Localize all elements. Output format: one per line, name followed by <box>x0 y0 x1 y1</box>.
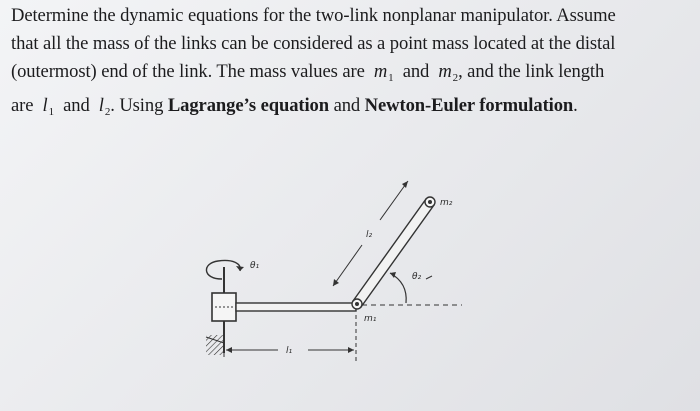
symbol-base: l <box>98 95 104 116</box>
m1-label: m₁ <box>364 314 377 324</box>
problem-line-1 <box>11 2 691 30</box>
l1-arrowhead-right <box>348 347 354 353</box>
text-run: (outermost) end of the link. The mass values are <box>11 61 365 82</box>
problem-line-3 <box>11 58 691 92</box>
mass-m2-dot <box>428 200 432 204</box>
symbol-m1 <box>374 61 394 82</box>
symbol-subscript: 2 <box>452 72 459 84</box>
mass-m1-dot <box>355 302 359 306</box>
l2-dim-lower <box>333 245 362 286</box>
text-run: . <box>573 95 578 116</box>
text-run: and <box>402 61 430 82</box>
theta1-arrowhead <box>236 266 244 271</box>
symbol-base: m <box>373 61 388 82</box>
symbol-l2 <box>99 95 110 116</box>
symbol-subscript: 2 <box>104 106 111 118</box>
text-run: , and the link length <box>458 61 605 82</box>
text-run: and <box>333 95 361 116</box>
text-run: . Using <box>110 95 164 116</box>
theta2-arc <box>390 273 406 303</box>
symbol-l1 <box>43 95 54 116</box>
symbol-m2 <box>438 61 458 82</box>
symbol-base: l <box>42 95 48 116</box>
text-run: Determine the dynamic equations for the two-link nonplanar manipulator. Assume <box>11 5 616 26</box>
l1-arrowhead-left <box>226 347 232 353</box>
link-1 <box>236 303 356 311</box>
l2-dim-upper <box>380 181 408 220</box>
problem-statement <box>11 2 691 126</box>
bold-lagrange: Lagrange’s equation <box>167 95 329 116</box>
l1-label: l₁ <box>286 346 293 356</box>
l2-arrowhead-upper <box>402 181 408 188</box>
m2-label: m₂ <box>440 198 453 208</box>
link-2 <box>353 199 434 307</box>
l2-arrowhead-lower <box>333 279 339 286</box>
text-run: are <box>11 95 34 116</box>
text-run: and <box>63 95 90 116</box>
symbol-base: m <box>438 61 452 82</box>
problem-line-2 <box>11 30 691 58</box>
problem-line-4 <box>11 92 691 126</box>
symbol-subscript: 1 <box>388 72 394 84</box>
text-run: that all the mass of the links can be considered as a point mass located at the distal <box>11 33 616 54</box>
theta1-label: θ₁ <box>250 261 260 271</box>
bold-newton-euler: Newton-Euler formulation <box>364 95 574 116</box>
theta2-label: θ₂ <box>412 272 422 282</box>
theta2-tick <box>426 276 432 279</box>
manipulator-figure <box>190 175 490 375</box>
symbol-subscript: 1 <box>48 106 54 118</box>
l2-label: l₂ <box>366 230 373 240</box>
